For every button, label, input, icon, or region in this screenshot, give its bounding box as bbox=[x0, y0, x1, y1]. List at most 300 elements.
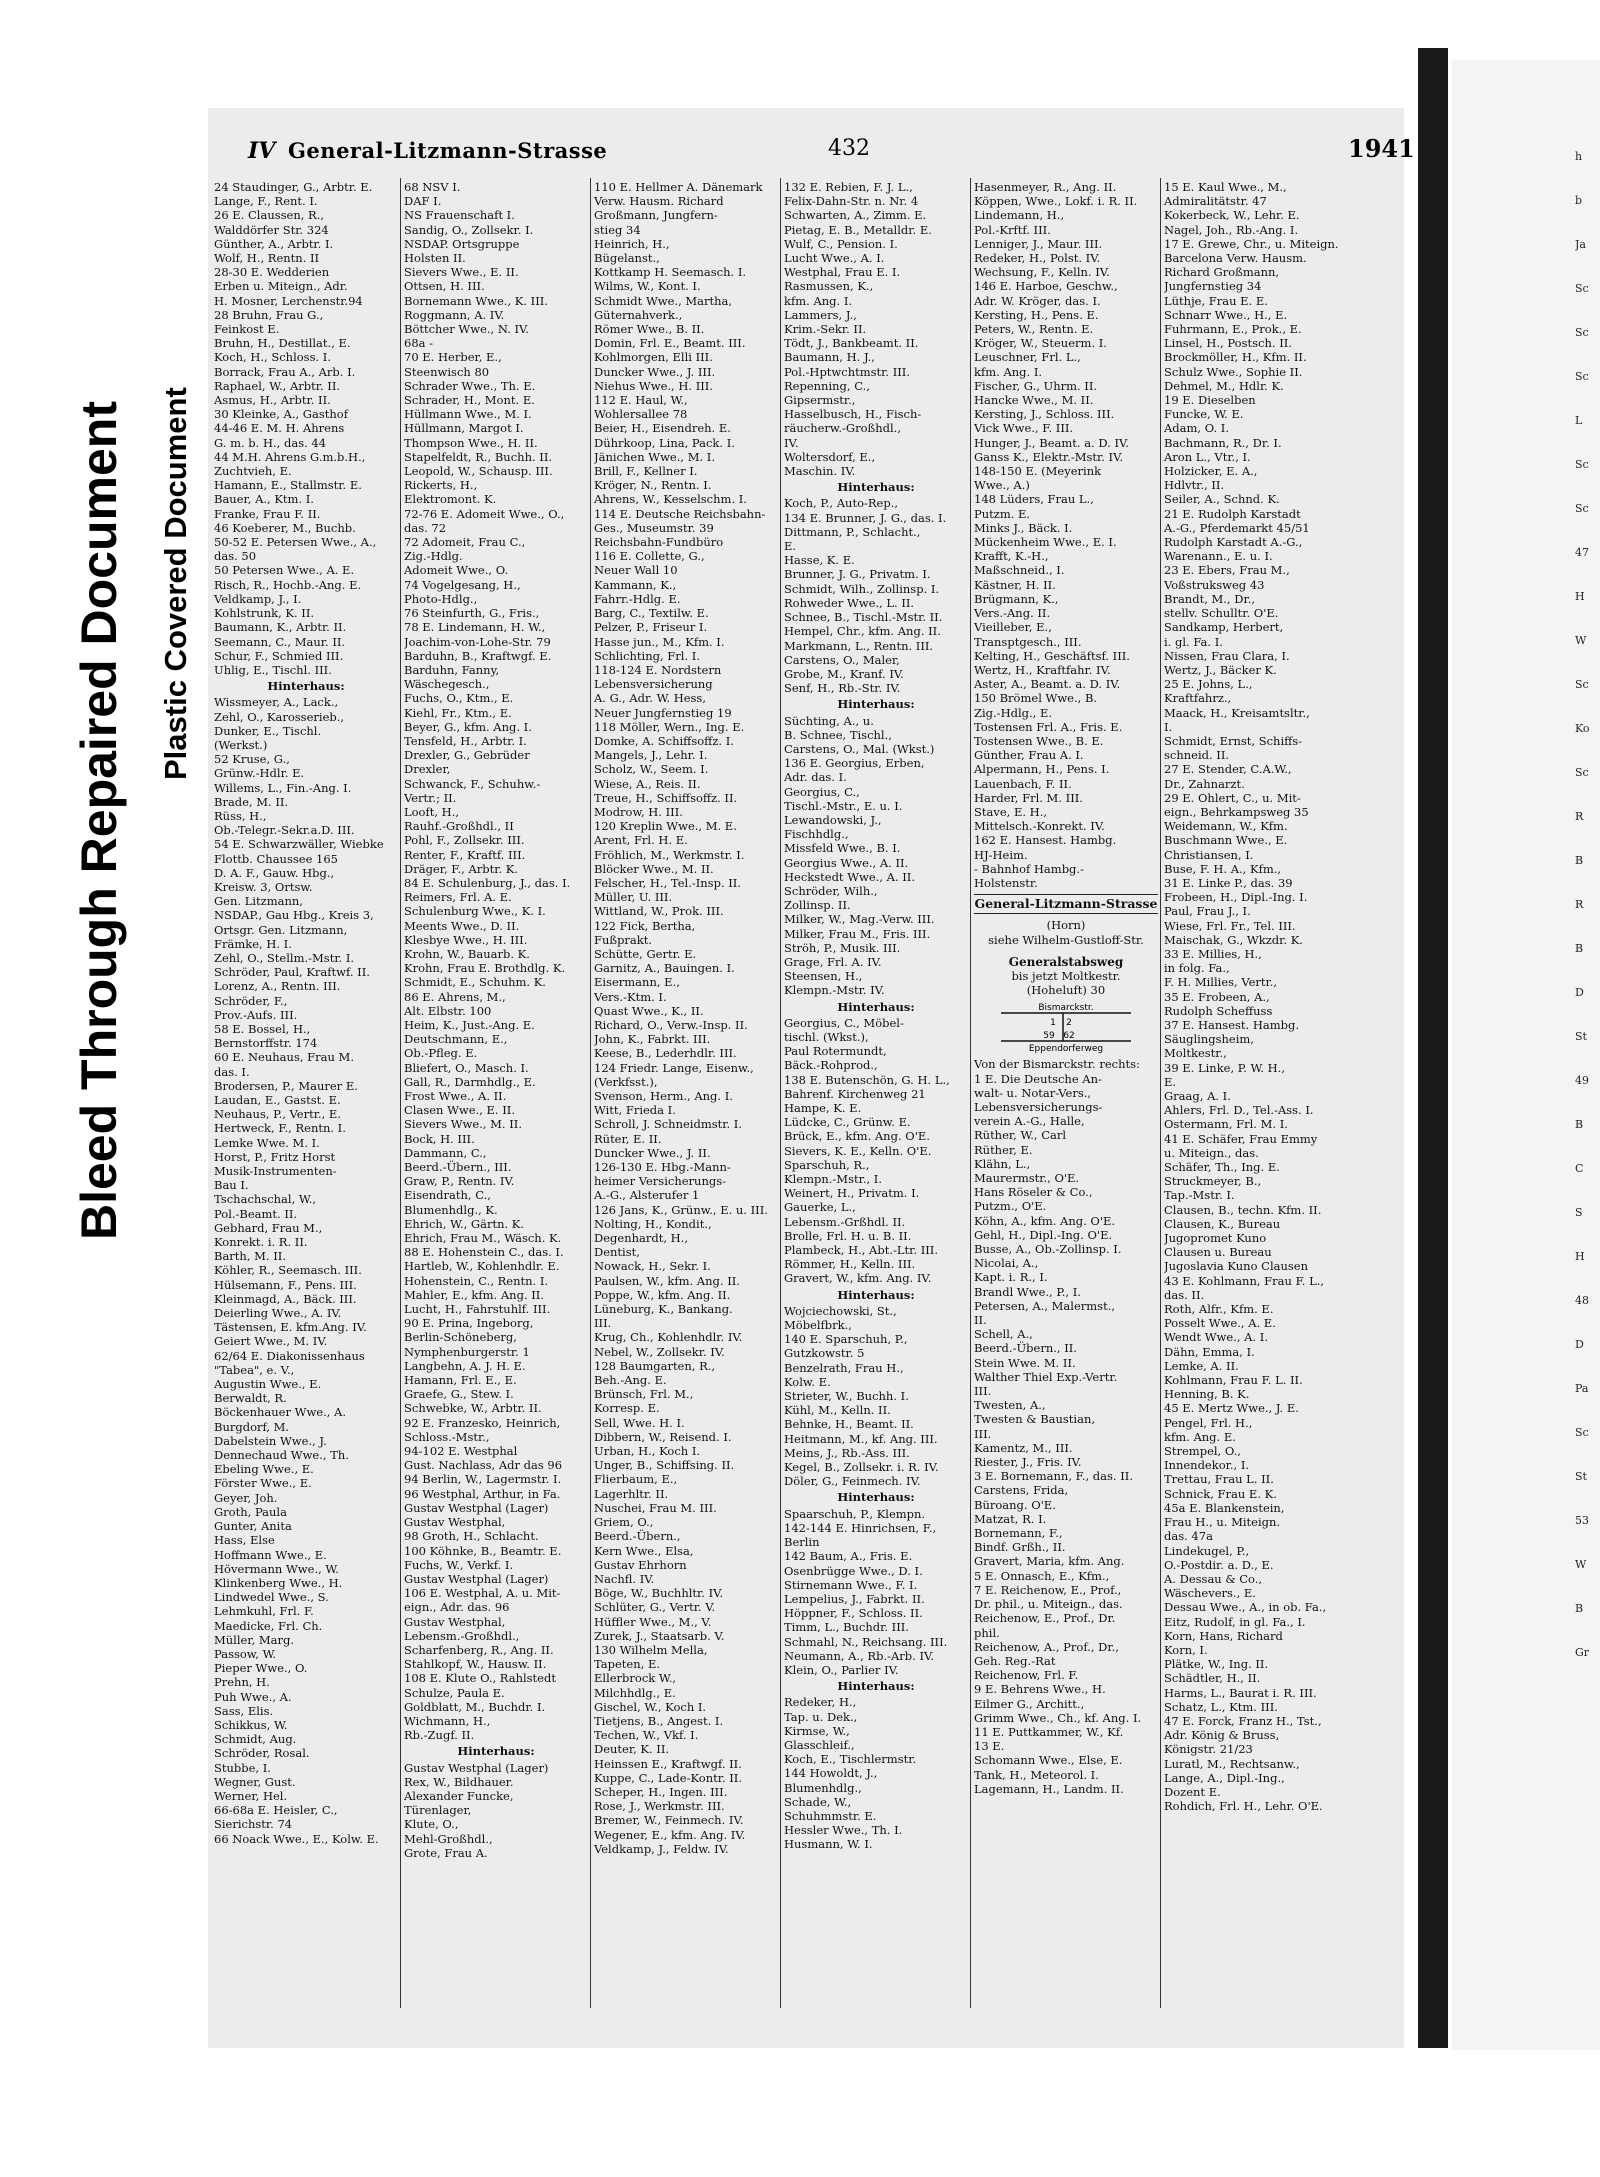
directory-entry: 126-130 E. Hbg.-Mann- bbox=[594, 1160, 731, 1175]
directory-entry: eign., Behrkampsweg 35 bbox=[1164, 804, 1309, 819]
neighbour-fragment: Pa bbox=[1575, 1382, 1589, 1395]
directory-entry: Keese, B., Lederhdlr. III. bbox=[594, 1046, 737, 1061]
directory-entry: Paulsen, W., kfm. Ang. II. bbox=[594, 1273, 740, 1288]
directory-entry: III. bbox=[594, 1316, 612, 1331]
directory-entry: 90 E. Prina, Ingeborg, bbox=[404, 1316, 534, 1331]
directory-entry: 122 Fick, Bertha, bbox=[594, 918, 696, 933]
directory-entry: Koch, E., Tischlermstr. bbox=[784, 1752, 917, 1767]
directory-entry: Brünsch, Frl. M., bbox=[594, 1387, 694, 1402]
directory-entry: Neumann, A., Rb.-Arb. IV. bbox=[784, 1648, 934, 1663]
directory-entry: Fischer, G., Uhrm. II. bbox=[974, 378, 1098, 393]
neighbour-fragment: Sc bbox=[1575, 502, 1589, 515]
neighbour-fragment: 48 bbox=[1575, 1294, 1589, 1307]
directory-entry: Tap. u. Dek., bbox=[784, 1709, 858, 1724]
directory-entry: 24 Staudinger, G., Arbtr. E. bbox=[214, 180, 373, 194]
directory-entry: Wertz, J., Bäcker K. bbox=[1164, 662, 1277, 677]
directory-entry: Hüffler Wwe., M., V. bbox=[594, 1614, 712, 1629]
directory-entry: Lüthje, Frau E. E. bbox=[1164, 293, 1268, 308]
directory-entry: Holzicker, E. A., bbox=[1164, 464, 1258, 479]
directory-entry: Weinert, H., Privatm. I. bbox=[784, 1186, 920, 1201]
directory-entry: Nymphenburgerstr. 1 bbox=[404, 1344, 530, 1359]
directory-entry: Gehl, H., Dipl.-Ing. O'E. bbox=[974, 1227, 1113, 1242]
directory-entry: Linsel, H., Postsch. II. bbox=[1164, 336, 1292, 351]
directory-entry: Schade, W., bbox=[784, 1794, 852, 1809]
directory-entry: Rohweder Wwe., L. II. bbox=[784, 595, 915, 610]
directory-entry: Renter, F., Kraftf. III. bbox=[404, 847, 526, 862]
directory-entry: Gustav Westphal, bbox=[404, 1614, 506, 1629]
directory-entry: Willems, L., Fin.-Ang. I. bbox=[214, 780, 352, 795]
directory-entry: Lucht Wwe., A. I. bbox=[784, 251, 885, 266]
directory-entry: 29 E. Ohlert, C., u. Mit- bbox=[1164, 790, 1301, 805]
directory-entry: Eisendrath, C., bbox=[404, 1188, 491, 1203]
directory-entry: 118 Möller, Wern., Ing. E. bbox=[594, 719, 745, 734]
directory-entry: 54 E. Schwarzwäller, Wiebke bbox=[214, 837, 384, 852]
directory-entry: Tap.-Mstr. I. bbox=[1164, 1188, 1235, 1203]
directory-entry: 70 E. Herber, E., bbox=[404, 350, 502, 365]
directory-entry: Beerd.-Übern., II. bbox=[974, 1341, 1077, 1356]
directory-entry: Nissen, Frau Clara, I. bbox=[1164, 648, 1290, 663]
directory-entry: Kraftfahrz., bbox=[1164, 691, 1232, 706]
directory-entry: Großmann, Jungfern- bbox=[594, 208, 718, 223]
directory-entry: Klähn, L., bbox=[974, 1156, 1031, 1171]
directory-entry: 78 E. Lindemann, H. W., bbox=[404, 620, 546, 635]
directory-entry: NS Frauenschaft I. bbox=[404, 208, 515, 223]
directory-entry: Tostensen Wwe., B. E. bbox=[974, 733, 1104, 748]
directory-entry: 45a E. Blankenstein, bbox=[1164, 1500, 1285, 1515]
directory-entry: Krafft, K.-H., bbox=[974, 549, 1049, 564]
directory-entry: Lebensm.-Großhdl., bbox=[404, 1628, 520, 1643]
directory-entry: Büroang. O'E. bbox=[974, 1497, 1056, 1512]
directory-entry: Wohlersallee 78 bbox=[594, 407, 688, 422]
directory-entry: A.-G., Pferdemarkt 45/51 bbox=[1164, 520, 1310, 535]
neighbour-fragment: L bbox=[1575, 414, 1583, 427]
directory-entry: 25 E. Johns, L., bbox=[1164, 677, 1253, 692]
directory-entry: Wulf, C., Pension. I. bbox=[784, 236, 898, 251]
directory-entry: Grobe, M., Kranf. IV. bbox=[784, 666, 904, 681]
directory-entry: Werner, Hel. bbox=[214, 1788, 288, 1803]
neighbour-fragment: H bbox=[1575, 590, 1585, 603]
directory-entry: Zollinsp. II. bbox=[784, 898, 851, 913]
directory-entry: Korresp. E. bbox=[594, 1401, 660, 1416]
directory-entry: Photo-Hdlg., bbox=[404, 591, 478, 606]
scanner-shadow-edge bbox=[1418, 48, 1448, 2048]
directory-entry: Flottb. Chaussee 165 bbox=[214, 851, 338, 866]
directory-entry: Dozent E. bbox=[1164, 1784, 1221, 1799]
directory-entry: Dittmann, P., Schlacht., bbox=[784, 524, 921, 539]
directory-entry: Pengel, Frl. H., bbox=[1164, 1415, 1253, 1430]
directory-entry: Carstens, Frida, bbox=[974, 1483, 1069, 1498]
directory-entry: Schrader, H., Mont. E. bbox=[404, 393, 535, 408]
directory-entry: Klute, O., bbox=[404, 1817, 459, 1832]
directory-entry: eign., Adr. das. 96 bbox=[404, 1600, 510, 1615]
directory-entry: Güternahverk., bbox=[594, 307, 683, 322]
directory-entry: Drexler, G., Gebrüder bbox=[404, 748, 530, 763]
directory-entry: Fuchs, W., Verkf. I. bbox=[404, 1557, 514, 1572]
directory-entry: Dührkoop, Lina, Pack. I. bbox=[594, 435, 735, 450]
directory-entry: Gravert, W., kfm. Ang. IV. bbox=[784, 1271, 932, 1286]
directory-entry: das. 72 bbox=[404, 520, 447, 535]
directory-entry: Schur, F., Schmied III. bbox=[214, 648, 344, 663]
directory-entry: Schulenburg Wwe., K. I. bbox=[404, 904, 546, 919]
directory-entry: Schmahl, N., Reichsang. III. bbox=[784, 1634, 948, 1649]
directory-entry: Heckstedt Wwe., A. II. bbox=[784, 869, 916, 884]
directory-entry: Looft, H., bbox=[404, 804, 460, 819]
directory-entry: Eilmer G., Architt., bbox=[974, 1696, 1085, 1711]
directory-entry: Frobeen, H., Dipl.-Ing. I. bbox=[1164, 890, 1308, 905]
page-number: 432 bbox=[828, 136, 870, 161]
directory-entry: tischl. (Wkst.), bbox=[784, 1029, 869, 1044]
directory-entry: Vers.-Ktm. I. bbox=[594, 989, 667, 1004]
directory-entry: Ahlers, Frl. D., Tel.-Ass. I. bbox=[1164, 1103, 1314, 1118]
directory-entry: Lindemann, H., bbox=[974, 208, 1065, 223]
directory-entry: 19 E. Dieselben bbox=[1164, 393, 1256, 408]
directory-entry: Brade, M. II. bbox=[214, 794, 289, 809]
directory-entry: B. Schnee, Tischl., bbox=[784, 727, 892, 742]
directory-entry: Steenwisch 80 bbox=[404, 364, 490, 379]
section-heading-hinterhaus: Hinterhaus: bbox=[457, 1744, 535, 1759]
directory-entry: Pieper Wwe., O. bbox=[214, 1661, 308, 1676]
directory-entry: Römmer, H., Kelln. III. bbox=[784, 1257, 916, 1272]
directory-entry: Poppe, W., kfm. Ang. II. bbox=[594, 1287, 731, 1302]
directory-entry: Modrow, H. III. bbox=[594, 804, 683, 819]
neighbour-fragment: Sc bbox=[1575, 1426, 1589, 1439]
directory-entry: Grimm Wwe., Ch., kf. Ang. I. bbox=[974, 1710, 1142, 1725]
directory-entry: Asmus, H., Arbtr. II. bbox=[214, 393, 331, 408]
directory-entry: 140 E. Sparschuh, P., bbox=[784, 1332, 908, 1347]
neighbour-fragment: H bbox=[1575, 1250, 1585, 1263]
directory-entry: Kästner, H. II. bbox=[974, 577, 1056, 592]
directory-entry: Augustin Wwe., E. bbox=[214, 1377, 322, 1392]
scan-bottom bbox=[0, 2056, 1600, 2177]
directory-entry: Hartleb, W., Kohlenhdlr. E. bbox=[404, 1259, 560, 1274]
directory-entry: Pelzer, P., Friseur I. bbox=[594, 620, 708, 635]
directory-entry: Gipsermstr., bbox=[784, 393, 856, 408]
directory-entry: Blumenhdlg., K. bbox=[404, 1202, 498, 1217]
directory-entry: D. A. F., Gauw. Hbg., bbox=[214, 865, 335, 880]
directory-entry: Türenlager, bbox=[404, 1803, 472, 1818]
directory-entry: Schlüter, G., Vertr. V. bbox=[594, 1600, 716, 1615]
directory-entry: 11 E. Puttkammer, W., Kf. bbox=[974, 1724, 1124, 1739]
directory-entry: Lammers, J., bbox=[784, 307, 857, 322]
neighbour-fragment: Sc bbox=[1575, 678, 1589, 691]
directory-entry: Twesten & Baustian, bbox=[974, 1412, 1096, 1427]
directory-entry: Wiese, A., Reis. II. bbox=[594, 776, 701, 791]
directory-entry: Veldkamp, J., I. bbox=[214, 591, 302, 606]
directory-entry: Barcelona Verw. Hausm. bbox=[1164, 251, 1307, 266]
directory-entry: u. Miteign., das. bbox=[1164, 1145, 1259, 1160]
directory-entry: 60 E. Neuhaus, Frau M. bbox=[214, 1050, 354, 1065]
directory-entry: Lagemann, H., Landm. II. bbox=[974, 1781, 1124, 1796]
directory-entry: Milker, Frau M., Fris. III. bbox=[784, 926, 931, 941]
directory-entry: Lemke Wwe. M. I. bbox=[214, 1135, 320, 1150]
directory-entry: 136 E. Georgius, Erben, bbox=[784, 756, 925, 771]
directory-entry: Georgius, C., bbox=[784, 784, 860, 799]
directory-entry: Sievers Wwe., E. II. bbox=[404, 265, 519, 280]
neighbour-fragment: B bbox=[1575, 1602, 1584, 1615]
directory-entry: 94-102 E. Westphal bbox=[404, 1444, 518, 1459]
directory-entry: Wolf, H., Rentn. II bbox=[214, 251, 320, 266]
directory-entry: Buse, F. H. A., Kfm., bbox=[1164, 861, 1282, 876]
directory-entry: Beyer, G., kfm. Ang. I. bbox=[404, 719, 532, 734]
directory-entry: Christiansen, I. bbox=[1164, 847, 1254, 862]
directory-entry: 148 Lüders, Frau L., bbox=[974, 492, 1094, 507]
directory-entry: E. bbox=[1164, 1074, 1177, 1089]
directory-entry: Transptgesch., III. bbox=[974, 634, 1082, 649]
directory-entry: Trettau, Frau L. II. bbox=[1164, 1472, 1274, 1487]
directory-entry: Mahler, E., kfm. Ang. II. bbox=[404, 1287, 544, 1302]
directory-entry: 15 E. Kaul Wwe., M., bbox=[1164, 180, 1287, 194]
directory-entry: 44-46 E. M. H. Ahrens bbox=[214, 421, 345, 436]
directory-entry: A.-G., Alsterufer 1 bbox=[594, 1188, 700, 1203]
directory-entry: Neuer Wall 10 bbox=[594, 563, 678, 578]
directory-entry: Wittland, W., Prok. III. bbox=[594, 904, 724, 919]
directory-entry: 150 Brömel Wwe., B. bbox=[974, 691, 1098, 706]
directory-entry: Groth, Paula bbox=[214, 1504, 287, 1519]
directory-entry: Duncker Wwe., J. III. bbox=[594, 364, 716, 379]
directory-entry: Felscher, H., Tel.-Insp. II. bbox=[594, 875, 741, 890]
directory-entry: verein A.-G., Halle, bbox=[974, 1114, 1085, 1129]
directory-entry: 142-144 E. Hinrichsen, F., bbox=[784, 1520, 937, 1535]
directory-entry: Raphael, W., Arbtr. II. bbox=[214, 378, 341, 393]
directory-entry: Kersting, H., Pens. E. bbox=[974, 307, 1099, 322]
directory-entry: Nagel, Joh., Rb.-Ang. I. bbox=[1164, 222, 1299, 237]
directory-entry: Goldblatt, M., Buchdr. I. bbox=[404, 1699, 546, 1714]
directory-entry: Pietag, E. B., Metalldr. E. bbox=[784, 222, 932, 237]
directory-entry: 28-30 E. Wedderien bbox=[214, 265, 330, 280]
neighbour-fragment: Sc bbox=[1575, 370, 1589, 383]
directory-entry: Müller, U. III. bbox=[594, 890, 673, 905]
directory-entry: 116 E. Collette, G., bbox=[594, 549, 705, 564]
neighbour-fragment: 47 bbox=[1575, 546, 1589, 559]
directory-entry: Geh. Reg.-Rat bbox=[974, 1653, 1056, 1668]
neighbour-fragment: B bbox=[1575, 1118, 1584, 1131]
directory-entry: 92 E. Franzesko, Heinrich, bbox=[404, 1415, 561, 1430]
directory-entry: Wäschegesch., bbox=[404, 677, 490, 692]
directory-entry: Riester, J., Fris. IV. bbox=[974, 1455, 1082, 1470]
directory-entry: Nowack, H., Sekr. I. bbox=[594, 1259, 711, 1274]
directory-entry: Lebensversicherungs- bbox=[974, 1099, 1103, 1114]
directory-entry: 7 E. Reichenow, E., Prof., bbox=[974, 1582, 1122, 1597]
directory-entry: Fuchs, O., Ktm., E. bbox=[404, 691, 514, 706]
directory-entry: Hessler Wwe., Th. I. bbox=[784, 1823, 903, 1838]
directory-entry: Leopold, W., Schausp. III. bbox=[404, 464, 553, 479]
directory-entry: 17 E. Grewe, Chr., u. Miteign. bbox=[1164, 236, 1339, 251]
directory-entry: F. H. Millies, Vertr., bbox=[1164, 975, 1278, 990]
directory-entry: Krohn, W., Bauarb. K. bbox=[404, 946, 530, 961]
directory-entry: Minks J., Bäck. I. bbox=[974, 520, 1073, 535]
directory-entry: Günther, Frau A. I. bbox=[974, 748, 1084, 763]
neighbour-fragment: R bbox=[1575, 898, 1584, 911]
directory-entry: stieg 34 bbox=[594, 222, 641, 237]
directory-entry: Lenniger, J., Maur. III. bbox=[974, 236, 1103, 251]
directory-entry: Sievers, K. E., Kelln. O'E. bbox=[784, 1143, 932, 1158]
directory-entry: Behnke, H., Beamt. II. bbox=[784, 1417, 914, 1432]
directory-entry: Rohdich, Frl. H., Lehr. O'E. bbox=[1164, 1799, 1323, 1814]
directory-entry: Voßstruksweg 43 bbox=[1164, 577, 1265, 592]
directory-entry: Tschachschal, W., bbox=[214, 1192, 317, 1207]
directory-entry: 144 Howoldt, J., bbox=[784, 1766, 878, 1781]
directory-entry: Plambeck, H., Abt.-Ltr. III. bbox=[784, 1243, 938, 1258]
directory-entry: Nolting, H., Kondit., bbox=[594, 1216, 712, 1231]
directory-entry: 110 E. Hellmer A. Dänemark bbox=[594, 180, 763, 194]
directory-entry: 74 Vogelgesang, H., bbox=[404, 577, 521, 592]
directory-entry: Laudan, E., Gastst. E. bbox=[214, 1093, 341, 1107]
directory-entry: Köhn, A., kfm. Ang. O'E. bbox=[974, 1213, 1116, 1228]
directory-entry: phil. bbox=[974, 1625, 1000, 1640]
directory-entry: Admiralitätstr. 47 bbox=[1164, 194, 1267, 209]
directory-entry: Carstens, O., Mal. (Wkst.) bbox=[784, 741, 935, 756]
directory-entry: Adr. das. I. bbox=[784, 770, 847, 785]
directory-entry: Beier, H., Eisendreh. E. bbox=[594, 421, 731, 436]
directory-entry: Böckenhauer Wwe., A. bbox=[214, 1405, 347, 1420]
directory-entry: Böttcher Wwe., N. IV. bbox=[404, 322, 529, 337]
directory-entry: Konrekt. i. R. II. bbox=[214, 1235, 308, 1250]
directory-entry: Klesbye Wwe., H. III. bbox=[404, 932, 528, 947]
directory-entry: 28 Bruhn, Frau G., bbox=[214, 307, 324, 322]
directory-entry: Hasse, K. E. bbox=[784, 553, 855, 568]
directory-entry: 46 Koeberer, M., Buchb. bbox=[214, 520, 356, 535]
directory-entry: Mehl-Großhdl., bbox=[404, 1831, 493, 1846]
directory-entry: Putzm., O'E. bbox=[974, 1199, 1047, 1214]
directory-entry: Bügelanst., bbox=[594, 251, 660, 266]
directory-entry: Wilms, W., Kont. I. bbox=[594, 279, 701, 294]
directory-entry: Tietjens, B., Angest. I. bbox=[594, 1713, 724, 1728]
directory-entry: Klempn.-Mstr. IV. bbox=[784, 983, 885, 998]
directory-entry: Schröder, Paul, Kraftwf. II. bbox=[214, 965, 370, 980]
directory-entry: Ganss K., Elektr.-Mstr. IV. bbox=[974, 449, 1124, 464]
directory-entry: Gust. Nachlass, Adr das 96 bbox=[404, 1458, 563, 1473]
directory-entry: Ottsen, H. III. bbox=[404, 279, 485, 294]
directory-entry: Ehrich, Frau M., Wäsch. K. bbox=[404, 1231, 562, 1246]
directory-entry: Dräger, F., Arbtr. K. bbox=[404, 861, 519, 876]
neighbour-fragment: Gr bbox=[1575, 1646, 1590, 1659]
directory-entry: Bäck.-Rohprod., bbox=[784, 1058, 878, 1073]
directory-entry: Ellerbrock W., bbox=[594, 1671, 677, 1686]
directory-entry: Fischhdlg., bbox=[784, 827, 849, 842]
directory-entry: Bau I. bbox=[214, 1178, 249, 1193]
map-number: 1 bbox=[1050, 1018, 1056, 1029]
directory-entry: Graefe, G., Stew. I. bbox=[404, 1387, 514, 1402]
directory-entry: Zig.-Hdlg. bbox=[404, 549, 463, 564]
directory-entry: Zig.-Hdlg., E. bbox=[974, 705, 1053, 720]
directory-entry: Kolw. E. bbox=[784, 1374, 831, 1389]
directory-entry: 72-76 E. Adomeit Wwe., O., bbox=[404, 506, 565, 521]
directory-entry: 112 E. Haul, W., bbox=[594, 393, 688, 408]
column-divider bbox=[1160, 178, 1161, 2008]
column-divider bbox=[590, 178, 591, 2008]
neighbour-fragment: St bbox=[1575, 1030, 1587, 1043]
directory-entry: Krug, Ch., Kohlenhdlr. IV. bbox=[594, 1330, 743, 1345]
directory-entry: Hamann, Frl. E., E. bbox=[404, 1373, 517, 1388]
directory-entry: 142 Baum, A., Fris. E. bbox=[784, 1549, 913, 1564]
directory-entry: Stave, E. H., bbox=[974, 804, 1048, 819]
directory-entry: Eitz, Rudolf, in gl. Fa., I. bbox=[1164, 1614, 1306, 1629]
directory-entry: Stirnemann Wwe., F. I. bbox=[784, 1577, 918, 1592]
street-heading: General-Litzmann-Strasse bbox=[974, 894, 1158, 914]
directory-entry: Franke, Frau F. II. bbox=[214, 506, 321, 521]
directory-entry: Treue, H., Schiffsoffz. II. bbox=[594, 790, 738, 805]
directory-entry: Barduhn, B., Kraftwgf. E. bbox=[404, 648, 552, 663]
directory-entry: Koch, P., Auto-Rep., bbox=[784, 496, 899, 511]
directory-entry: das. 47a bbox=[1164, 1529, 1213, 1544]
directory-entry: Rudolph Scheffuss bbox=[1164, 1003, 1273, 1018]
directory-entry: Gen. Litzmann, bbox=[214, 894, 303, 909]
directory-entry: 9 E. Behrens Wwe., H. bbox=[974, 1682, 1106, 1697]
directory-entry: 62/64 E. Diakonissenhaus bbox=[214, 1348, 365, 1363]
neighbour-fragment: h bbox=[1575, 150, 1583, 163]
directory-entry: Hertweck, F., Rentn. I. bbox=[214, 1121, 346, 1136]
directory-entry: Ob.-Pfleg. E. bbox=[404, 1046, 478, 1061]
directory-entry: Jänichen Wwe., M. I. bbox=[594, 449, 715, 464]
directory-entry: Främke, H. I. bbox=[214, 936, 292, 951]
directory-entry: kfm. Ang. E. bbox=[1164, 1429, 1236, 1444]
directory-entry: Ges., Museumstr. 39 bbox=[594, 520, 714, 535]
directory-entry: Gebhard, Frau M., bbox=[214, 1220, 323, 1235]
directory-entry: Höppner, F., Schloss. II. bbox=[784, 1606, 923, 1621]
directory-entry: Schmidt, E., Schuhm. K. bbox=[404, 975, 546, 990]
directory-entry: Schmidt, Aug. bbox=[214, 1732, 297, 1747]
directory-entry: Klempn.-Mstr., I. bbox=[784, 1172, 882, 1187]
directory-entry: Kleinmagd, A., Bäck. III. bbox=[214, 1291, 357, 1306]
directory-entry: Brockmöller, H., Kfm. II. bbox=[1164, 350, 1307, 365]
directory-entry: Verw. Hausm. Richard bbox=[594, 194, 724, 209]
directory-entry: Schatz, L., Ktm. III. bbox=[1164, 1699, 1278, 1714]
directory-entry: Puh Wwe., A. bbox=[214, 1689, 292, 1704]
directory-entry: Graw, P., Rentn. IV. bbox=[404, 1174, 515, 1189]
directory-entry: 33 E. Millies, H., bbox=[1164, 946, 1262, 961]
directory-entry: Gustav Westphal (Lager) bbox=[404, 1760, 549, 1775]
directory-entry: 50-52 E. Petersen Wwe., A., bbox=[214, 535, 377, 550]
directory-entry: Osenbrügge Wwe., D. I. bbox=[784, 1563, 923, 1578]
directory-entry: Bernstorffstr. 174 bbox=[214, 1036, 318, 1051]
directory-entry: Schloss.-Mstr., bbox=[404, 1429, 490, 1444]
directory-entry: Lemke, A. II. bbox=[1164, 1358, 1239, 1373]
directory-entry: Feinkost E. bbox=[214, 322, 280, 337]
directory-entry: Kelting, H., Geschäftsf. III. bbox=[974, 648, 1130, 663]
directory-entry: Rickerts, H., bbox=[404, 478, 478, 493]
directory-entry: Schlichting, Frl. I. bbox=[594, 648, 700, 663]
directory-entry: III. bbox=[974, 1426, 992, 1441]
directory-entry: Schütte, Gertr. E. bbox=[594, 946, 697, 961]
directory-entry: Paul Rotermundt, bbox=[784, 1044, 887, 1059]
directory-entry: Strempel, O., bbox=[1164, 1444, 1241, 1459]
directory-entry: Lebensm.-Grßhdl. II. bbox=[784, 1214, 906, 1229]
directory-entry: Clausen, B., techn. Kfm. II. bbox=[1164, 1202, 1322, 1217]
directory-entry: Maischak, G., Wkzdr. K. bbox=[1164, 932, 1303, 947]
directory-entry: Garnitz, A., Bauingen. I. bbox=[594, 961, 735, 976]
section-heading-hinterhaus: Hinterhaus: bbox=[267, 679, 345, 694]
directory-entry: Hohenstein, C., Rentn. I. bbox=[404, 1273, 549, 1288]
directory-entry: Stapelfeldt, R., Buchh. II. bbox=[404, 449, 553, 464]
directory-entry: Graag, A. I. bbox=[1164, 1089, 1231, 1103]
directory-entry: Hunger, J., Beamt. a. D. IV. bbox=[974, 435, 1129, 450]
directory-entry: Lorenz, A., Rentn. III. bbox=[214, 979, 341, 994]
directory-entry: Sievers Wwe., M. II. bbox=[404, 1117, 522, 1132]
directory-entry: Richard Großmann, bbox=[1164, 265, 1280, 280]
directory-entry: Reichenow, Frl. F. bbox=[974, 1668, 1079, 1683]
directory-entry: Blumenhdlg., bbox=[784, 1780, 862, 1795]
directory-entry: Wwe., A.) bbox=[974, 478, 1030, 493]
volume-number: IV bbox=[248, 138, 276, 164]
directory-entry: Köppen, Wwe., Lokf. i. R. II. bbox=[974, 194, 1138, 209]
directory-entry: "Tabea", e. V., bbox=[214, 1362, 295, 1377]
directory-entry: Ostermann, Frl. M. I. bbox=[1164, 1117, 1288, 1132]
directory-entry: 86 E. Ahrens, M., bbox=[404, 989, 506, 1004]
directory-entry: Rex, W., Bildhauer. bbox=[404, 1774, 514, 1789]
directory-entry: Putzm. E. bbox=[974, 506, 1031, 521]
neighbour-fragment: 49 bbox=[1575, 1074, 1589, 1087]
directory-entry: Domke, A. Schiffsoffz. I. bbox=[594, 733, 734, 748]
